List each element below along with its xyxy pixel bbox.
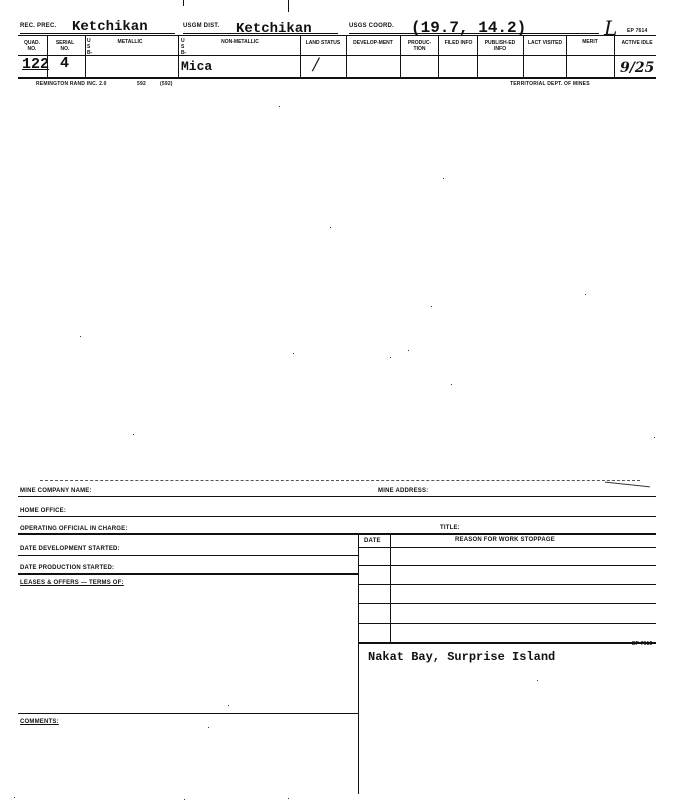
merit-header: MERIT — [582, 39, 598, 45]
column-divider — [477, 35, 478, 78]
leases-label: LEASES & OFFERS — TERMS OF: — [20, 580, 124, 586]
active-idle-value: 9/25 — [620, 60, 655, 76]
home-office-label: HOME OFFICE: — [20, 508, 67, 514]
usgm-dist-value: Ketchikan — [236, 21, 312, 37]
card-edge — [40, 480, 640, 481]
last-visited-header: LACT VISITED — [527, 40, 563, 46]
row-line — [18, 713, 358, 714]
row-line — [18, 555, 358, 556]
filed-info-header: FILED INFO — [444, 40, 473, 46]
column-divider — [523, 35, 524, 78]
rec-prec-label: REC. PREC. — [20, 23, 57, 29]
reason-header: REASON FOR WORK STOPPAGE — [455, 537, 555, 543]
underline — [183, 33, 338, 34]
scan-speck — [443, 178, 444, 179]
nonmetallic-usb-header: U S B- — [181, 38, 187, 56]
active-idle-header: ACTIVE IDLE — [621, 40, 653, 46]
scan-speck — [133, 434, 134, 435]
footer-code-2: (592) — [160, 81, 173, 87]
column-divider — [300, 35, 301, 78]
nonmetallic-header: NON-METALLIC — [221, 39, 259, 45]
column-divider — [614, 35, 615, 78]
mine-address-label: MINE ADDRESS: — [378, 488, 429, 494]
row-line-heavy — [18, 533, 656, 535]
column-divider — [346, 35, 347, 78]
land-status-value: / — [313, 55, 319, 75]
operating-official-label: OPERATING OFFICIAL IN CHARGE: — [20, 526, 128, 532]
quad-no-value: 122 — [22, 56, 50, 73]
location-note: Nakat Bay, Surprise Island — [368, 650, 556, 664]
column-divider — [178, 35, 179, 78]
row-line-heavy — [18, 573, 358, 575]
scan-speck — [408, 350, 409, 351]
scan-speck — [585, 294, 586, 295]
metallic-header: METALLIC — [117, 39, 143, 45]
scan-speck — [654, 437, 655, 438]
column-divider — [566, 35, 567, 78]
scan-speck — [390, 357, 391, 358]
scan-speck — [14, 797, 15, 798]
footer-code-1: 592 — [137, 81, 146, 87]
usgm-dist-label: USGM DIST. — [183, 23, 220, 29]
prod-started-label: DATE PRODUCTION STARTED: — [20, 565, 115, 571]
table-row-line — [358, 547, 656, 548]
card-top-bottom-rule — [18, 77, 656, 79]
scan-speck — [537, 680, 538, 681]
form-number-top: EP 7614 — [627, 28, 648, 34]
scan-speck — [431, 306, 432, 307]
header-bottom-line — [18, 55, 656, 56]
form-number-bottom: EP 7615 — [632, 641, 653, 647]
row-line — [18, 496, 656, 497]
table-left-edge — [358, 534, 359, 644]
corner-mark: L — [604, 16, 618, 40]
underline — [20, 33, 175, 34]
scan-speck — [228, 705, 229, 706]
dev-started-label: DATE DEVELOPMENT STARTED: — [20, 546, 120, 552]
production-header: PRODUC-TION — [407, 40, 432, 52]
header-top-line — [18, 35, 656, 36]
table-row-line — [358, 623, 656, 624]
mine-company-label: MINE COMPANY NAME: — [20, 488, 92, 494]
card-edge-curl — [605, 482, 650, 488]
tick-mark — [183, 0, 184, 6]
underline — [349, 33, 599, 34]
usgs-coord-value: (19.7, 14.2) — [411, 19, 527, 37]
usgs-coord-label: USGS COORD. — [349, 23, 394, 29]
table-bottom-line — [358, 642, 656, 644]
column-divider — [400, 35, 401, 78]
tick-mark — [288, 0, 289, 12]
footer-left: REMINGTON RAND INC. 2.0 — [36, 81, 107, 87]
column-divider — [358, 644, 359, 794]
comments-label: COMMENTS: — [20, 719, 59, 725]
scan-speck — [330, 227, 331, 228]
table-row-line — [358, 565, 656, 566]
development-header: DEVELOP-MENT — [353, 40, 393, 46]
row-line — [18, 516, 656, 517]
scan-speck — [279, 106, 280, 107]
scan-speck — [184, 799, 185, 800]
nonmetallic-value: Mica — [181, 59, 213, 74]
date-header: DATE — [364, 538, 381, 544]
land-status-header: LAND STATUS — [305, 40, 341, 46]
serial-no-value: 4 — [60, 55, 70, 72]
published-info-header: PUBLISH-ED INFO — [484, 40, 516, 52]
table-row-line — [358, 584, 656, 585]
metallic-usb-header: U S B- — [87, 38, 93, 56]
column-divider — [85, 35, 86, 78]
column-divider — [438, 35, 439, 78]
scan-speck — [288, 798, 289, 799]
serial-no-header: SERIAL NO. — [55, 40, 75, 52]
table-row-line — [358, 603, 656, 604]
scan-speck — [451, 384, 452, 385]
scan-speck — [80, 336, 81, 337]
quad-no-header: QUAD. NO. — [23, 40, 41, 52]
scan-speck — [293, 353, 294, 354]
scan-speck — [208, 727, 209, 728]
rec-prec-value: Ketchikan — [72, 19, 148, 35]
title-label: TITLE: — [440, 525, 460, 531]
table-date-divider — [390, 534, 391, 644]
footer-right: TERRITORIAL DEPT. OF MINES — [510, 81, 590, 87]
